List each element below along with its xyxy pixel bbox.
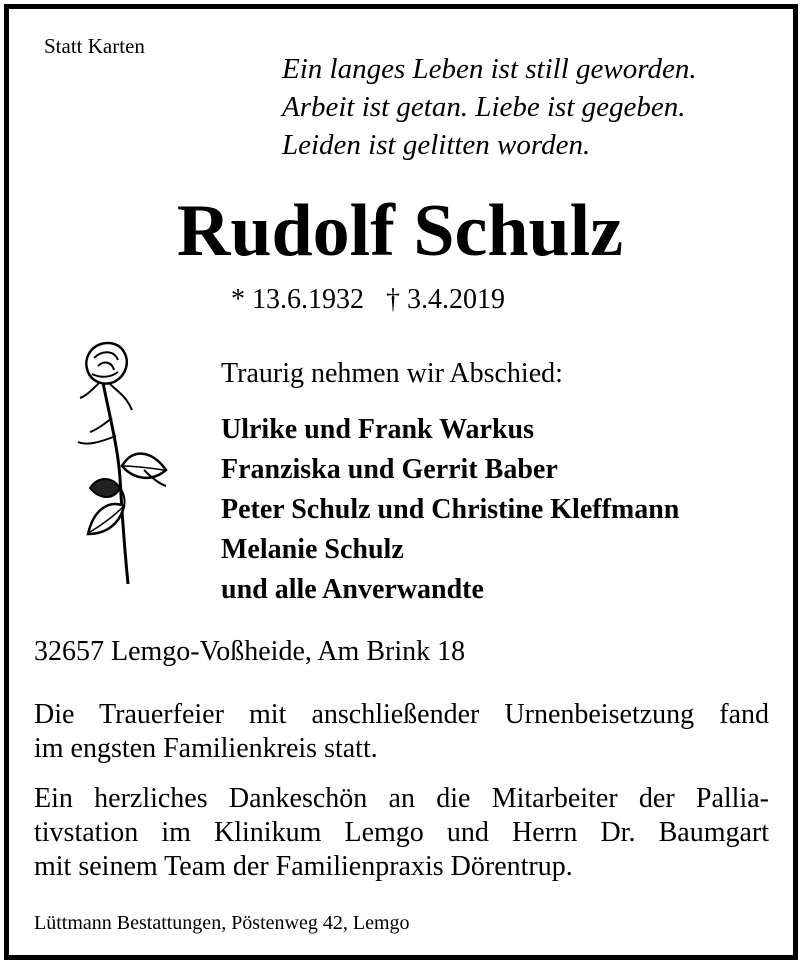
farewell-intro: Traurig nehmen wir Abschied: xyxy=(221,358,563,389)
mourners-list xyxy=(221,410,679,610)
paragraph-line: mit seinem Team der Familienpraxis Dörentrup. xyxy=(34,851,573,882)
statt-karten-label: Statt Karten xyxy=(44,34,145,58)
death-date: † 3.4.2019 xyxy=(386,284,505,315)
mourner-line: Melanie Schulz xyxy=(221,534,404,565)
poem-line: Ein langes Leben ist still geworden. xyxy=(282,53,697,85)
mourner-line: Peter Schulz und Christine Kleffmann xyxy=(221,494,680,525)
life-dates xyxy=(231,284,505,316)
deceased-name: Rudolf Schulz xyxy=(176,190,624,272)
poem xyxy=(282,50,697,164)
paragraph-line: im engsten Familienkreis statt. xyxy=(34,733,378,764)
birth-date: * 13.6.1932 xyxy=(231,284,364,315)
rose-icon xyxy=(70,338,180,588)
thanks-paragraph xyxy=(34,782,769,884)
address: 32657 Lemgo-Voßheide, Am Brink 18 xyxy=(34,636,466,667)
mourner-line: Franziska und Gerrit Baber xyxy=(221,454,558,485)
paragraph-line: Die Trauerfeier mit anschließender Urnenbeisetzung fand xyxy=(34,699,769,730)
poem-line: Arbeit ist getan. Liebe ist gegeben. xyxy=(282,91,686,123)
mourner-line: Ulrike und Frank Warkus xyxy=(221,414,535,445)
funeral-paragraph xyxy=(34,698,769,766)
poem-line: Leiden ist gelitten worden. xyxy=(282,129,591,161)
paragraph-line: Ein herzliches Dankeschön an die Mitarbeiter der Pallia- xyxy=(34,783,769,814)
mourner-line: und alle Anverwandte xyxy=(221,574,484,605)
paragraph-line: tivstation im Klinikum Lemgo und Herrn Dr. Baumgart xyxy=(34,817,769,848)
funeral-home-footer: Lüttmann Bestattungen, Pöstenweg 42, Lemgo xyxy=(34,912,410,934)
